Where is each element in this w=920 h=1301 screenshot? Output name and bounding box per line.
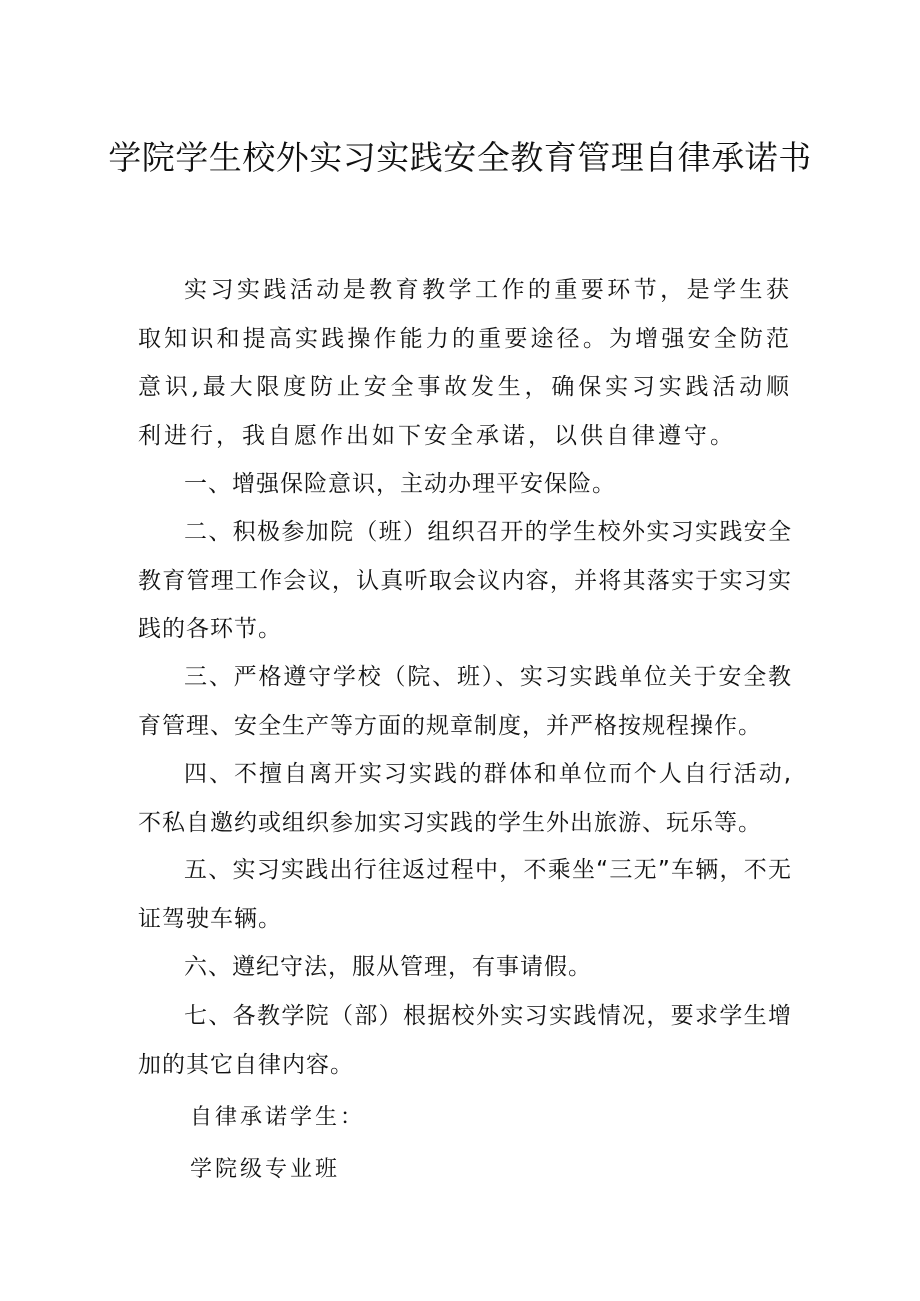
commitment-item-3: 三、严格遵守学校（院、班）、实习实践单位关于安全教育管理、安全生产等方面的规章制度，并严格按规程操作。 <box>138 664 792 739</box>
class-label: 学院级专业班 <box>190 1157 341 1182</box>
commitment-item-6: 六、遵纪守法，服从管理，有事请假。 <box>184 954 592 980</box>
commitment-item-4: 四、不擅自离开实习实践的群体和单位而个人自行活动,不私自邀约或组织参加实习实践的学生外出旅游、玩乐等。 <box>138 761 792 836</box>
commitment-item-5: 五、实习实践出行往返过程中，不乘坐“三无”车辆，不无证驾驶车辆。 <box>138 857 792 932</box>
commitment-item-2: 二、积极参加院（班）组织召开的学生校外实习实践安全教育管理工作会议，认真听取会议内容，并将其落实于实习实践的各环节。 <box>138 519 792 642</box>
signature-label: 自律承诺学生： <box>190 1105 366 1130</box>
commitment-item-7: 七、各教学院（部）根据校外实习实践情况，要求学生增加的其它自律内容。 <box>138 1003 792 1078</box>
document-title: 学院学生校外实习实践安全教育管理自律承诺书 <box>108 138 812 177</box>
intro-paragraph: 实习实践活动是教育教学工作的重要环节，是学生获取知识和提高实践操作能力的重要途径。为增强安全防范意识,最大限度防止安全事故发生，确保实习实践活动顺利进行，我自愿作出如下安全承诺，以供自律遵守。 <box>138 277 792 449</box>
commitment-item-1: 一、增强保险意识，主动办理平安保险。 <box>184 471 616 497</box>
